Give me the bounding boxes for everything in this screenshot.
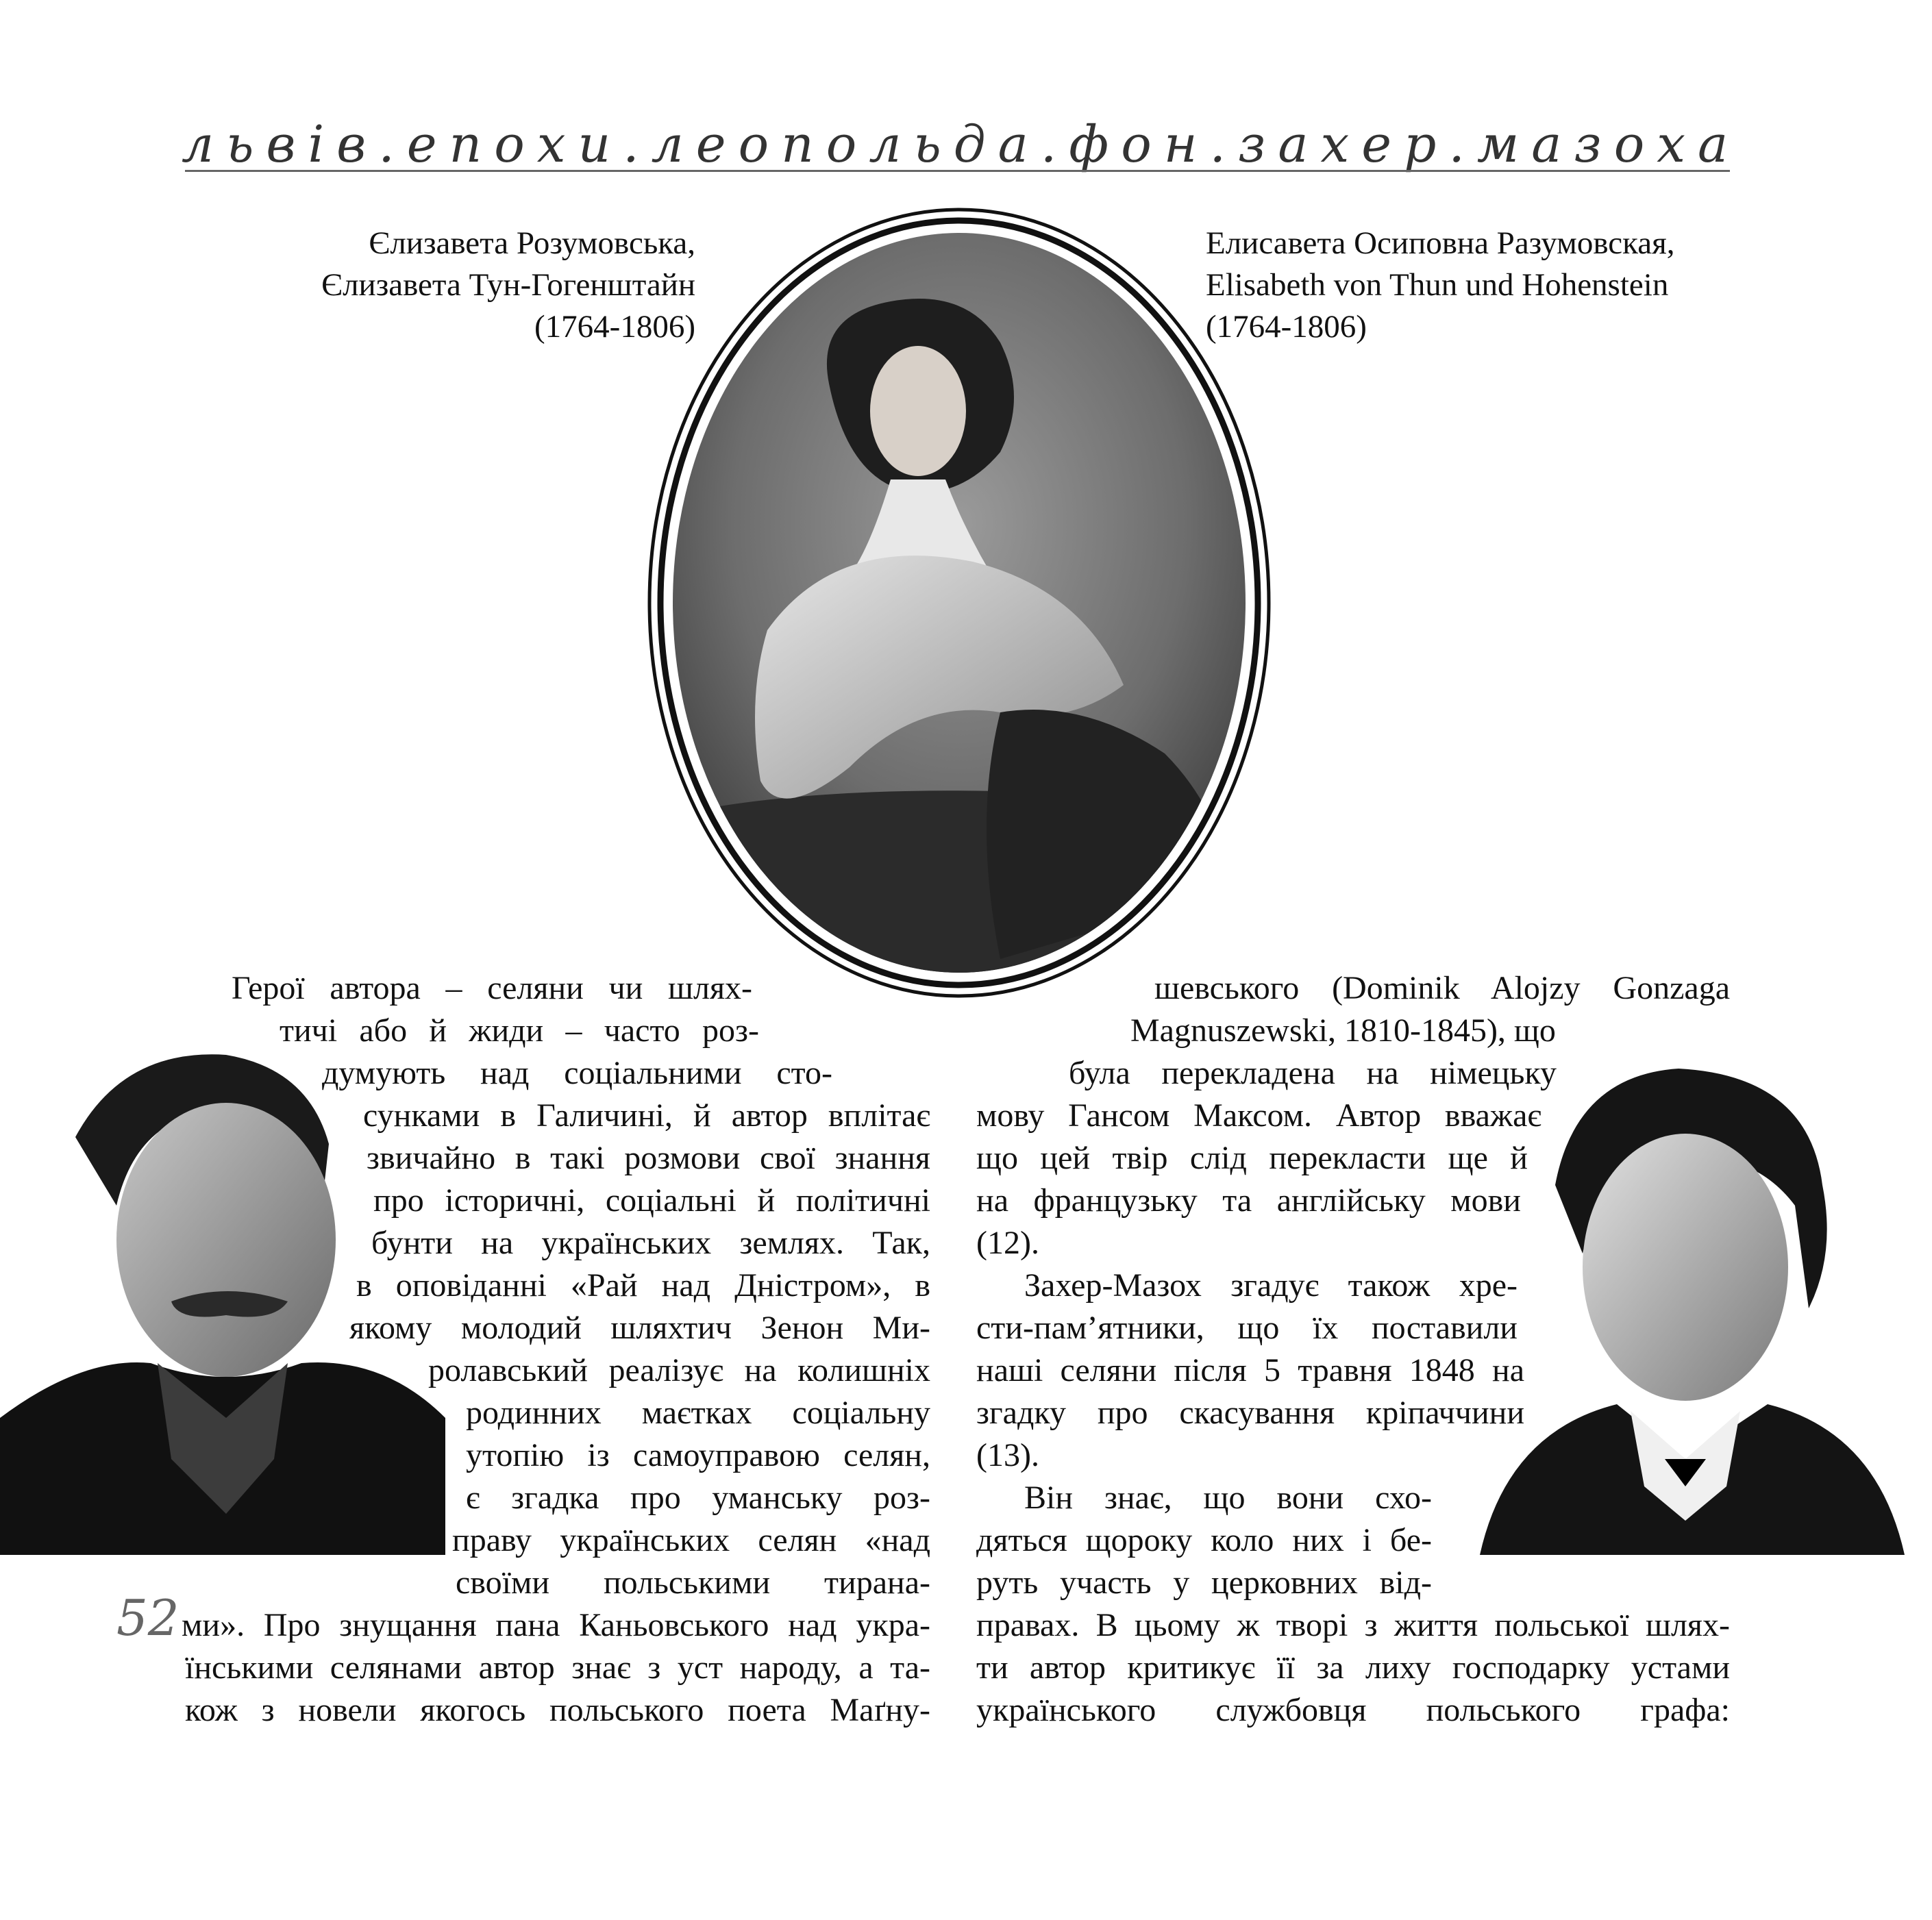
text-line: ролавський реалізує на колишніх <box>428 1352 930 1388</box>
text-line: (13). <box>976 1437 1039 1473</box>
caption-right-line: Elisabeth von Thun und Hohenstein <box>1206 267 1669 303</box>
text-line: правах. В цьому ж творі з життя польської шлях- <box>976 1607 1730 1643</box>
oval-portrait <box>644 205 1274 1000</box>
text-line: руть участь у церковних від- <box>976 1564 1432 1601</box>
text-line: кож з новели якогось польського поета Маґну- <box>185 1692 930 1728</box>
text-line: є згадка про уманську роз- <box>466 1480 930 1516</box>
caption-left-line: Єлизавета Тун-Гогенштайн <box>321 267 695 303</box>
running-header: львів.епохи.леопольда.фон.захер.мазоха <box>182 115 1741 174</box>
text-line: про історичні, соціальні й політичні <box>373 1182 930 1219</box>
page-number: 52 <box>116 1589 179 1647</box>
text-line: їнськими селянами автор знає з уст народу, а та- <box>185 1649 930 1686</box>
text-line: Magnuszewski, 1810-1845), що <box>1130 1012 1556 1049</box>
text-line: дяться щороку коло них і бе- <box>976 1522 1432 1558</box>
text-line: ти автор критикує її за лиху господарку устами <box>976 1649 1730 1686</box>
text-line: шевського (Dominik Alojzy Gonzaga <box>1154 970 1730 1006</box>
text-line: була перекладена на німецьку <box>1069 1055 1557 1091</box>
text-line: що цей твір слід перекласти ще й <box>976 1140 1528 1176</box>
text-line: звичайно в такі розмови свої знання <box>367 1140 930 1176</box>
text-line: тичі або й жиди – часто роз- <box>280 1012 759 1049</box>
text-line: Герої автора – селяни чи шлях- <box>232 970 752 1006</box>
text-line: Він знає, що вони схо- <box>1024 1480 1432 1516</box>
text-line: Захер-Мазох згадує також хре- <box>1024 1267 1518 1304</box>
text-line: ми». Про знущання пана Каньовського над укра- <box>182 1607 930 1643</box>
text-line: праву українських селян «над <box>452 1522 930 1558</box>
text-line: бунти на українських землях. Так, <box>371 1225 930 1261</box>
caption-right <box>1206 223 1822 348</box>
caption-left <box>79 223 695 348</box>
text-line: наші селяни після 5 травня 1848 на <box>976 1352 1524 1388</box>
text-line: утопію із самоуправою селян, <box>466 1437 930 1473</box>
caption-right-line: (1764-1806) <box>1206 309 1367 345</box>
text-line: в оповіданні «Рай над Дністром», в <box>356 1267 930 1304</box>
caption-left-line: (1764-1806) <box>534 309 695 345</box>
text-line: на французьку та англійську мови <box>976 1182 1521 1219</box>
text-line: мову Гансом Максом. Автор вважає <box>976 1097 1541 1134</box>
caption-left-line: Єлизавета Розумовська, <box>369 225 695 261</box>
text-line: сти-пам’ятники, що їх поставили <box>976 1310 1518 1346</box>
text-line: сунками в Галичині, й автор вплітає <box>363 1097 930 1134</box>
text-line: своїми польськими тирана- <box>456 1564 930 1601</box>
text-line: згадку про скасування кріпаччини <box>976 1395 1524 1431</box>
text-line: родинних маєтках соціальну <box>466 1395 930 1431</box>
text-line: українського службовця польського графа: <box>976 1692 1730 1728</box>
text-line: думують над соціальними сто- <box>322 1055 832 1091</box>
text-line: (12). <box>976 1225 1039 1261</box>
text-line: якому молодий шляхтич Зенон Ми- <box>349 1310 930 1346</box>
header-rule <box>185 170 1730 172</box>
caption-right-line: Елисавета Осиповна Разумовская, <box>1206 225 1675 261</box>
